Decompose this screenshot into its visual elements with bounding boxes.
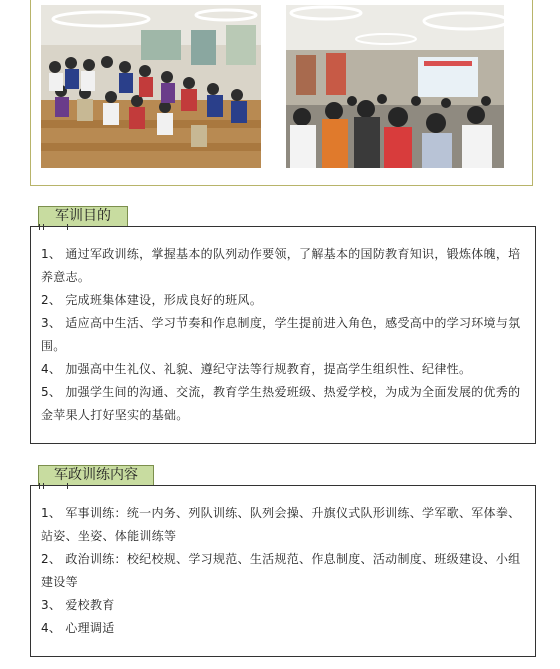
section1-box xyxy=(30,226,536,444)
section2-item: 2、 政治训练：校纪校规、学习规范、生活规范、作息制度、活动制度、班级建设、小组建设等 xyxy=(41,552,521,589)
section1-tab xyxy=(38,206,128,226)
photo-hall xyxy=(286,5,504,168)
section2-title: 军政训练内容 xyxy=(54,467,138,483)
section2-item: 3、 爱校教育 xyxy=(41,598,115,612)
tab-marks xyxy=(39,224,69,230)
tab-marks xyxy=(39,483,69,489)
section1-item: 1、 通过军政训练，掌握基本的队列动作要领，了解基本的国防教育知识，锻炼体魄，培养意志。 xyxy=(41,247,521,284)
section2-box xyxy=(30,485,536,657)
section1-item: 4、 加强高中生礼仪、礼貌、遵纪守法等行规教育，提高学生组织性、纪律性。 xyxy=(41,362,472,376)
section2-item: 4、 心理调适 xyxy=(41,621,115,635)
section1-item: 3、 适应高中生活、学习节奏和作息制度，学生提前进入角色，感受高中的学习环境与氛围。 xyxy=(41,316,521,353)
section1-title: 军训目的 xyxy=(55,208,111,224)
section1-item: 2、 完成班集体建设，形成良好的班风。 xyxy=(41,293,263,307)
section2-item: 1、 军事训练：统一内务、列队训练、队列会操、升旗仪式队形训练、学军歌、军体拳、站姿、坐姿、体能训练等 xyxy=(41,506,521,543)
section2-tab xyxy=(38,465,154,485)
section1-item: 5、 加强学生间的沟通、交流，教育学生热爱班级、热爱学校，为成为全面发展的优秀的金苹果人打好坚实的基础。 xyxy=(41,385,521,422)
section2-content xyxy=(31,486,535,646)
photo-auditorium xyxy=(41,5,261,168)
photo-frame xyxy=(30,0,533,186)
section1-content xyxy=(31,227,535,433)
